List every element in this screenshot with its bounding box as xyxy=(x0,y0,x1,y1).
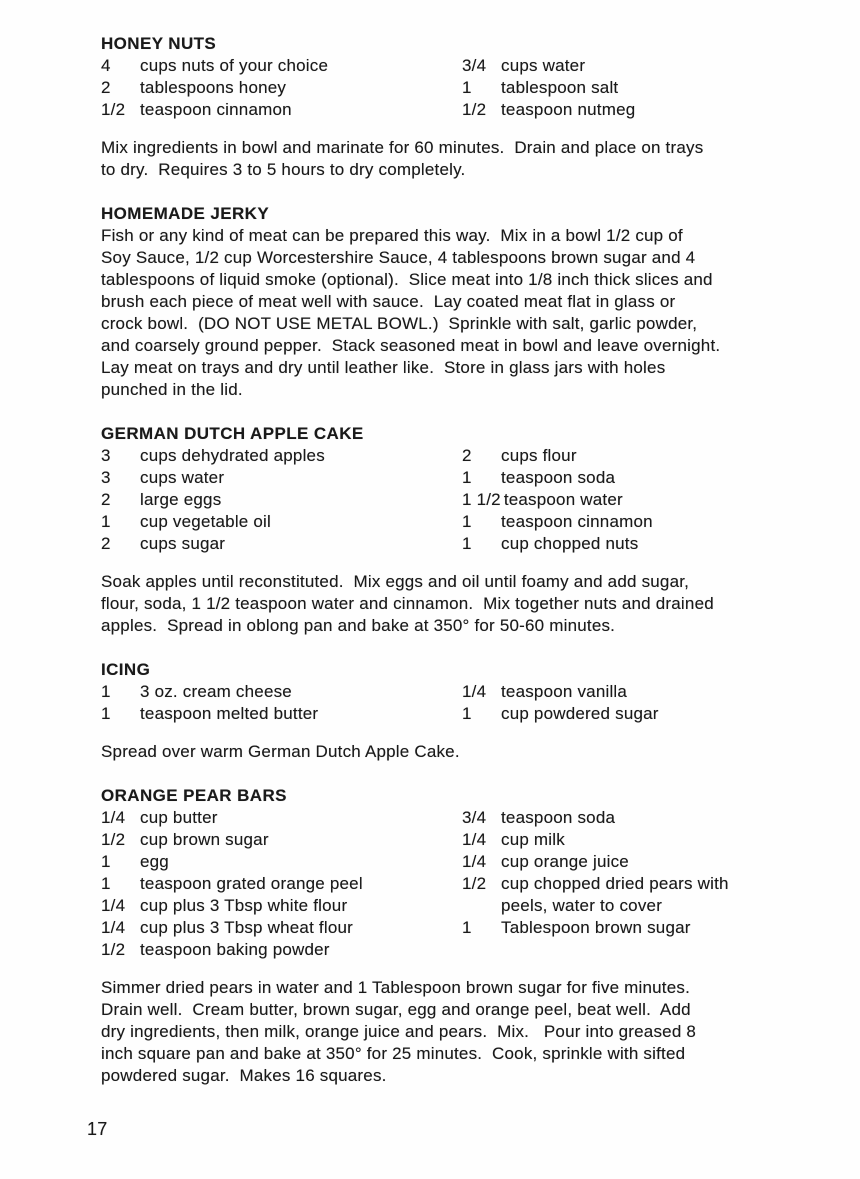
ingredient-name: cups dehydrated apples xyxy=(140,446,325,465)
ingredient-amount: 1/4 xyxy=(462,682,487,701)
ingredient-row xyxy=(101,681,462,703)
page-number: 17 xyxy=(87,1119,108,1139)
ingredient-row xyxy=(462,77,777,99)
ingredient-row xyxy=(462,511,777,533)
instruction-line: punched in the lid. xyxy=(101,380,243,399)
instruction-line: Mix ingredients in bowl and marinate for 60 minutes. Drain and place on trays xyxy=(101,138,704,157)
ingredient-amount: 1/4 xyxy=(101,808,126,827)
ingredient-row xyxy=(101,55,462,77)
ingredient-row xyxy=(462,829,777,851)
ingredient-name: tablespoons honey xyxy=(140,78,287,97)
ingredient-amount: 2 xyxy=(101,78,111,97)
recipe-title: ORANGE PEAR BARS xyxy=(101,786,287,805)
instruction-line: inch square pan and bake at 350° for 25 minutes. Cook, sprinkle with sifted xyxy=(101,1044,686,1063)
ingredient-row xyxy=(101,511,462,533)
ingredient-row xyxy=(101,851,462,873)
ingredient-amount: 1/2 xyxy=(101,940,126,959)
ingredient-name: cup powdered sugar xyxy=(501,704,659,723)
recipe-section xyxy=(101,423,777,637)
ingredient-name: cup chopped dried pears with peels, water to cover xyxy=(501,874,729,915)
ingredient-name: cups water xyxy=(140,468,225,487)
ingredient-amount: 1/2 xyxy=(101,830,126,849)
ingredient-row xyxy=(101,533,462,555)
ingredient-name: egg xyxy=(140,852,169,871)
ingredient-amount: 1 xyxy=(101,682,111,701)
ingredient-name: cup plus 3 Tbsp white flour xyxy=(140,896,348,915)
instruction-line: Spread over warm German Dutch Apple Cake. xyxy=(101,742,460,761)
recipe-title: GERMAN DUTCH APPLE CAKE xyxy=(101,424,364,443)
ingredient-amount: 1/4 xyxy=(462,852,487,871)
ingredient-row xyxy=(101,77,462,99)
ingredient-amount: 1 1/2 xyxy=(462,490,501,509)
recipe-instructions xyxy=(101,741,777,763)
ingredient-name: teaspoon baking powder xyxy=(140,940,330,959)
recipe-section xyxy=(101,33,777,181)
ingredient-name: teaspoon water xyxy=(503,490,623,509)
ingredient-row xyxy=(101,917,462,939)
ingredient-name: cups water xyxy=(501,56,586,75)
ingredient-row xyxy=(101,829,462,851)
ingredient-amount: 2 xyxy=(101,490,111,509)
ingredient-row xyxy=(462,703,777,725)
ingredients-column-right xyxy=(462,681,777,725)
ingredient-name: cup vegetable oil xyxy=(140,512,271,531)
ingredient-name: teaspoon soda xyxy=(501,468,616,487)
instruction-line: Lay meat on trays and dry until leather like. Store in glass jars with holes xyxy=(101,358,666,377)
recipe-instructions xyxy=(101,137,777,181)
ingredient-row xyxy=(462,807,777,829)
instruction-line: tablespoons of liquid smoke (optional). Slice meat into 1/8 inch thick slices and xyxy=(101,270,713,289)
ingredient-row xyxy=(462,55,777,77)
ingredient-name: teaspoon cinnamon xyxy=(501,512,653,531)
ingredient-row xyxy=(462,489,777,511)
ingredient-name: cup brown sugar xyxy=(140,830,269,849)
ingredient-amount: 3 xyxy=(101,468,111,487)
recipe-section xyxy=(101,785,777,1087)
ingredient-amount: 4 xyxy=(101,56,111,75)
ingredient-name: teaspoon melted butter xyxy=(140,704,319,723)
ingredient-amount: 1 xyxy=(101,704,111,723)
ingredient-name: teaspoon soda xyxy=(501,808,616,827)
ingredient-amount: 1/4 xyxy=(462,830,487,849)
ingredient-row xyxy=(462,681,777,703)
ingredient-name: teaspoon cinnamon xyxy=(140,100,292,119)
ingredients-column-left xyxy=(101,445,462,555)
ingredient-row xyxy=(101,895,462,917)
instruction-line: flour, soda, 1 1/2 teaspoon water and cinnamon. Mix together nuts and drained xyxy=(101,594,714,613)
instruction-line: crock bowl. (DO NOT USE METAL BOWL.) Sprinkle with salt, garlic powder, xyxy=(101,314,698,333)
ingredient-amount: 3/4 xyxy=(462,808,487,827)
ingredient-name: 3 oz. cream cheese xyxy=(140,682,292,701)
recipe-title: HOMEMADE JERKY xyxy=(101,204,270,223)
instruction-line: powdered sugar. Makes 16 squares. xyxy=(101,1066,387,1085)
instruction-line: Fish or any kind of meat can be prepared this way. Mix in a bowl 1/2 cup of xyxy=(101,226,683,245)
ingredient-row xyxy=(101,939,462,961)
ingredient-amount: 1 xyxy=(462,704,472,723)
ingredient-name: teaspoon nutmeg xyxy=(501,100,636,119)
instruction-line: Soy Sauce, 1/2 cup Worcestershire Sauce, 4 tablespoons brown sugar and 4 xyxy=(101,248,696,267)
ingredient-name: Tablespoon brown sugar xyxy=(501,918,691,937)
ingredients-list xyxy=(101,807,777,961)
ingredient-amount: 1 xyxy=(101,852,111,871)
ingredients-list xyxy=(101,681,777,725)
ingredient-name: cup orange juice xyxy=(501,852,629,871)
ingredient-row xyxy=(462,99,777,121)
ingredient-name: cup plus 3 Tbsp wheat flour xyxy=(140,918,353,937)
ingredient-amount: 1 xyxy=(462,512,472,531)
instruction-line: brush each piece of meat well with sauce. Lay coated meat flat in glass or xyxy=(101,292,676,311)
recipe-title: HONEY NUTS xyxy=(101,34,217,53)
recipe-instructions xyxy=(101,225,777,401)
ingredient-row xyxy=(101,703,462,725)
ingredient-amount: 1/4 xyxy=(101,918,126,937)
recipe-instructions xyxy=(101,571,777,637)
ingredient-row xyxy=(101,99,462,121)
ingredient-name: cup milk xyxy=(501,830,565,849)
instruction-line: Soak apples until reconstituted. Mix eggs and oil until foamy and add sugar, xyxy=(101,572,690,591)
ingredients-column-left xyxy=(101,681,462,725)
ingredient-row xyxy=(462,917,777,939)
ingredients-column-right xyxy=(462,445,777,555)
ingredient-row xyxy=(101,873,462,895)
ingredient-name: cups nuts of your choice xyxy=(140,56,329,75)
ingredient-name: tablespoon salt xyxy=(501,78,619,97)
ingredient-row xyxy=(462,851,777,873)
recipe-title: ICING xyxy=(101,660,151,679)
instruction-line: apples. Spread in oblong pan and bake at 350° for 50-60 minutes. xyxy=(101,616,616,635)
ingredient-amount: 1 xyxy=(462,534,472,553)
ingredient-name: large eggs xyxy=(140,490,222,509)
ingredient-row xyxy=(462,467,777,489)
ingredient-name: teaspoon grated orange peel xyxy=(140,874,363,893)
recipe-section xyxy=(101,203,777,401)
ingredient-name: cup butter xyxy=(140,808,218,827)
ingredient-amount: 2 xyxy=(462,446,472,465)
recipe-section xyxy=(101,659,777,763)
ingredients-column-right xyxy=(462,807,777,961)
ingredient-row xyxy=(101,489,462,511)
ingredient-row xyxy=(462,873,777,917)
ingredient-amount: 3/4 xyxy=(462,56,487,75)
ingredients-list xyxy=(101,445,777,555)
ingredient-row xyxy=(101,445,462,467)
ingredient-name: cups flour xyxy=(501,446,577,465)
ingredients-list xyxy=(101,55,777,121)
ingredient-amount: 1/2 xyxy=(101,100,126,119)
ingredient-amount: 1/4 xyxy=(101,896,126,915)
ingredient-name: cups sugar xyxy=(140,534,226,553)
ingredients-column-right xyxy=(462,55,777,121)
ingredient-row xyxy=(462,445,777,467)
ingredient-amount: 1 xyxy=(462,468,472,487)
ingredient-amount: 3 xyxy=(101,446,111,465)
instruction-line: dry ingredients, then milk, orange juice and pears. Mix. Pour into greased 8 xyxy=(101,1022,697,1041)
ingredient-name: cup chopped nuts xyxy=(501,534,639,553)
instruction-line: to dry. Requires 3 to 5 hours to dry completely. xyxy=(101,160,466,179)
ingredient-amount: 2 xyxy=(101,534,111,553)
ingredient-row xyxy=(462,533,777,555)
ingredient-row xyxy=(101,807,462,829)
ingredient-amount: 1 xyxy=(101,874,111,893)
instruction-line: and coarsely ground pepper. Stack seasoned meat in bowl and leave overnight. xyxy=(101,336,721,355)
ingredient-amount: 1/2 xyxy=(462,100,487,119)
ingredients-column-left xyxy=(101,55,462,121)
ingredient-amount: 1/2 xyxy=(462,874,487,893)
recipes-container xyxy=(101,33,777,1087)
ingredients-column-left xyxy=(101,807,462,961)
ingredient-name: teaspoon vanilla xyxy=(501,682,628,701)
ingredient-row xyxy=(101,467,462,489)
instruction-line: Drain well. Cream butter, brown sugar, egg and orange peel, beat well. Add xyxy=(101,1000,691,1019)
ingredient-amount: 1 xyxy=(462,78,472,97)
ingredient-amount: 1 xyxy=(462,918,472,937)
instruction-line: Simmer dried pears in water and 1 Tablespoon brown sugar for five minutes. xyxy=(101,978,690,997)
recipe-instructions xyxy=(101,977,777,1087)
ingredient-amount: 1 xyxy=(101,512,111,531)
